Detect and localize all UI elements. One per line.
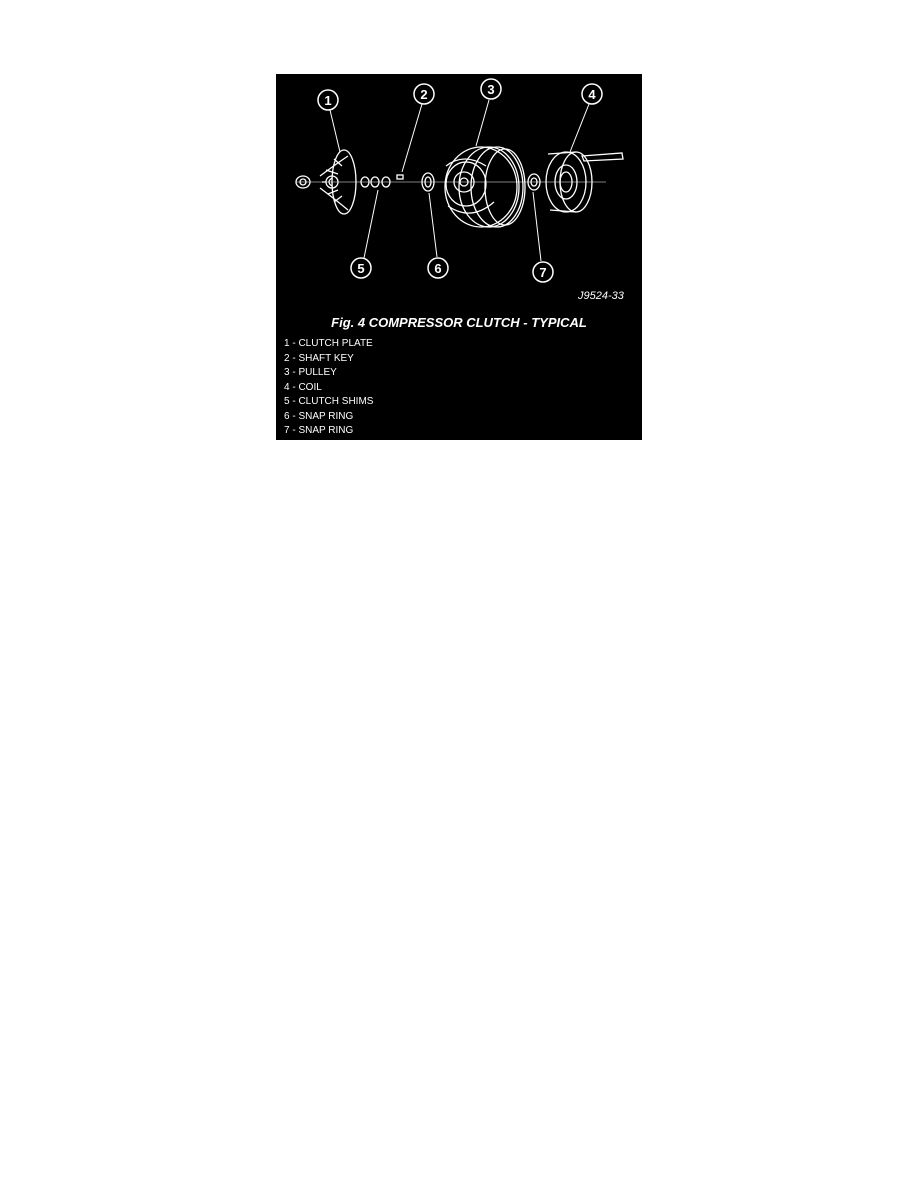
legend-item: 3 - PULLEY: [284, 367, 337, 378]
legend-item: 6 - SNAP RING: [284, 410, 354, 422]
svg-text:1: 1: [324, 93, 332, 108]
legend-item: 1 - CLUTCH PLATE: [284, 338, 373, 349]
pulley-part: [445, 147, 525, 227]
callout-1: [318, 90, 338, 110]
callout-2: [414, 84, 434, 104]
parts-legend: [284, 337, 373, 439]
figure-code: J9524-33: [578, 290, 624, 302]
svg-text:3: 3: [487, 82, 495, 97]
callout-5: [351, 258, 371, 278]
callout-4: [582, 84, 602, 104]
legend-item: 5 - CLUTCH SHIMS: [284, 396, 374, 407]
svg-text:7: 7: [539, 265, 547, 280]
callout-6: [428, 258, 448, 278]
figure-title: Fig. 4 COMPRESSOR CLUTCH - TYPICAL: [331, 315, 587, 330]
svg-text:6: 6: [434, 261, 442, 276]
callout-7: [533, 262, 553, 282]
shaft-key-part: [397, 175, 403, 179]
legend-item: 2 - SHAFT KEY: [284, 352, 354, 364]
compressor-clutch-figure: [276, 74, 642, 440]
svg-text:4: 4: [588, 87, 596, 102]
legend-item: 4 - COIL: [284, 381, 322, 393]
svg-text:5: 5: [357, 261, 365, 276]
callout-3: [481, 79, 501, 99]
legend-item: 7 - SNAP RING: [284, 425, 354, 436]
svg-text:2: 2: [420, 87, 428, 102]
